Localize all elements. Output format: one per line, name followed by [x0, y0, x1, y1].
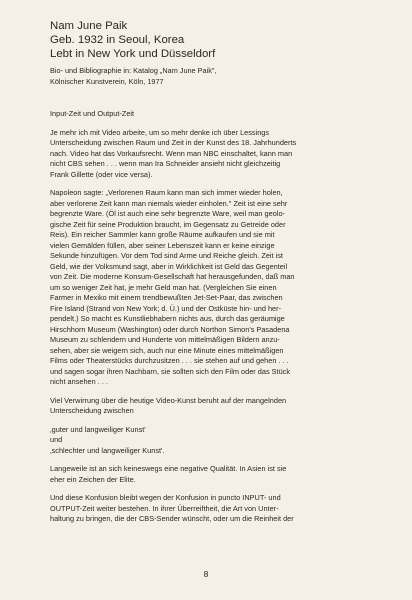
- text-line: Reis). Ein reicher Sammler kann große Räume aufkaufen und sie mit: [50, 230, 275, 239]
- paragraph-3: [50, 396, 380, 417]
- quote-line: ‚guter und langweiliger Kunst': [50, 424, 146, 434]
- text-line: Sekunde hinzufügen. Vor dem Tod sind Arme und Reiche gleich. Zeit ist: [50, 251, 283, 260]
- text-line: Frank Gillette (oder vice versa).: [50, 169, 153, 179]
- quote-line: ‚schlechter und langweiliger Kunst'.: [50, 445, 165, 455]
- bibliography-line: Kölnischer Kunstverein, Köln, 1977: [50, 76, 164, 86]
- paragraph-4: [50, 464, 380, 485]
- essay-title: Input-Zeit und Output-Zeit: [50, 109, 135, 118]
- text-line: von Zeit. Die moderne Konsum-Gesellschaft hat herausgefunden, daß man: [50, 272, 295, 281]
- text-line: aber verlorene Zeit kann man niemals wieder einholen." Zeit ist eine sehr: [50, 198, 288, 208]
- bibliography-note: [50, 66, 380, 87]
- text-line: nach. Video hat das Vorkaufsrecht. Wenn man NBC einschaltet, kann man: [50, 148, 293, 158]
- paragraph-5: [50, 493, 380, 525]
- text-line: eher ein Zeichen der Elite.: [50, 474, 136, 484]
- text-line: Fire Island (Strand von New York; d. Ü.) und der Ostküste hin- und her-: [50, 303, 282, 313]
- text-line: nicht CBS sehen . . . wenn man Ira Schneider ansieht nicht gleichzeitig: [50, 159, 281, 168]
- quote-block: [50, 425, 380, 457]
- text-line: Farmer in Mexiko mit einem trendbewußten Jet-Set-Paar, das zwischen: [50, 293, 283, 302]
- artist-header: [50, 19, 380, 61]
- text-line: Viel Verwirrung über die heutige Video-Kunst beruht auf der mangelnden: [50, 395, 287, 405]
- bibliography-line: Bio- und Bibliographie in: Katalog „Nam June Paik",: [50, 66, 217, 75]
- text-line: Napoleon sagte: „Verlorenen Raum kann man sich immer wieder holen,: [50, 188, 283, 197]
- text-line: vielen Gemälden füllen, aber seiner Lebenszeit kann er keine einzige: [50, 240, 275, 250]
- text-line: Langeweile ist an sich keineswegs eine negative Qualität. In Asien ist sie: [50, 464, 287, 473]
- text-line: nicht ansehen . . .: [50, 377, 108, 386]
- text-line: pendelt.) So macht es Kunstliebhabern nichts aus, durch das geräumige: [50, 314, 285, 323]
- artist-residence: Lebt in New York und Düsseldorf: [50, 48, 216, 60]
- text-line: OUTPUT-Zeit weiter bestehen. In ihrer Überreiftheit, die Art von Unter-: [50, 503, 279, 513]
- text-line: begrenzte Ware. (Öl ist auch eine sehr begrenzte Ware, weil man geolo-: [50, 209, 285, 218]
- essay-body: [50, 109, 380, 525]
- text-line: um so weniger Zeit hat, je mehr Geld man hat. (Vergleichen Sie einen: [50, 282, 277, 292]
- text-line: Unterscheidung zwischen Raum und Zeit in der Kunst des 18. Jahrhunderts: [50, 138, 297, 147]
- artist-birth: Geb. 1932 in Seoul, Korea: [50, 34, 185, 46]
- artist-name: Nam June Paik: [50, 20, 128, 32]
- text-line: Und diese Konfusion bleibt wegen der Konfusion in puncto INPUT- und: [50, 493, 281, 502]
- page-number: 8: [203, 569, 209, 579]
- text-line: Hirschhorn Museum (Washington) oder durch Northon Simon's Pasadena: [50, 324, 290, 334]
- paragraph-2: [50, 188, 380, 388]
- text-line: und sagen sogar ihren Nachbarn, sie sollten sich den Film oder das Stück: [50, 366, 291, 376]
- paragraph-1: [50, 128, 380, 181]
- text-line: Unterscheidung zwischen: [50, 406, 134, 415]
- quote-connector: und: [50, 435, 63, 444]
- text-line: sehen, aber sie weigern sich, auch nur eine Minute eines mittelmäßigen: [50, 345, 284, 355]
- text-line: Films oder Theaterstücks durchzusitzen . . . sie stehen auf und gehen . . .: [50, 356, 289, 365]
- text-line: Geld, wie der Volksmund sagt, aber in Wirklichkeit ist Geld das Gegenteil: [50, 261, 288, 271]
- text-line: haltung zu bringen, die der CBS-Sender wünscht, oder um die Reinheit der: [50, 514, 294, 523]
- text-line: Je mehr ich mit Video arbeite, um so mehr denke ich über Lessings: [50, 127, 270, 137]
- text-line: Museum zu schlendern und Hunderte von mittelmäßigen Bildern anzu-: [50, 335, 280, 344]
- text-line: gische Zeit für seine Produktion braucht, im Gegensatz zu Getreide oder: [50, 219, 286, 229]
